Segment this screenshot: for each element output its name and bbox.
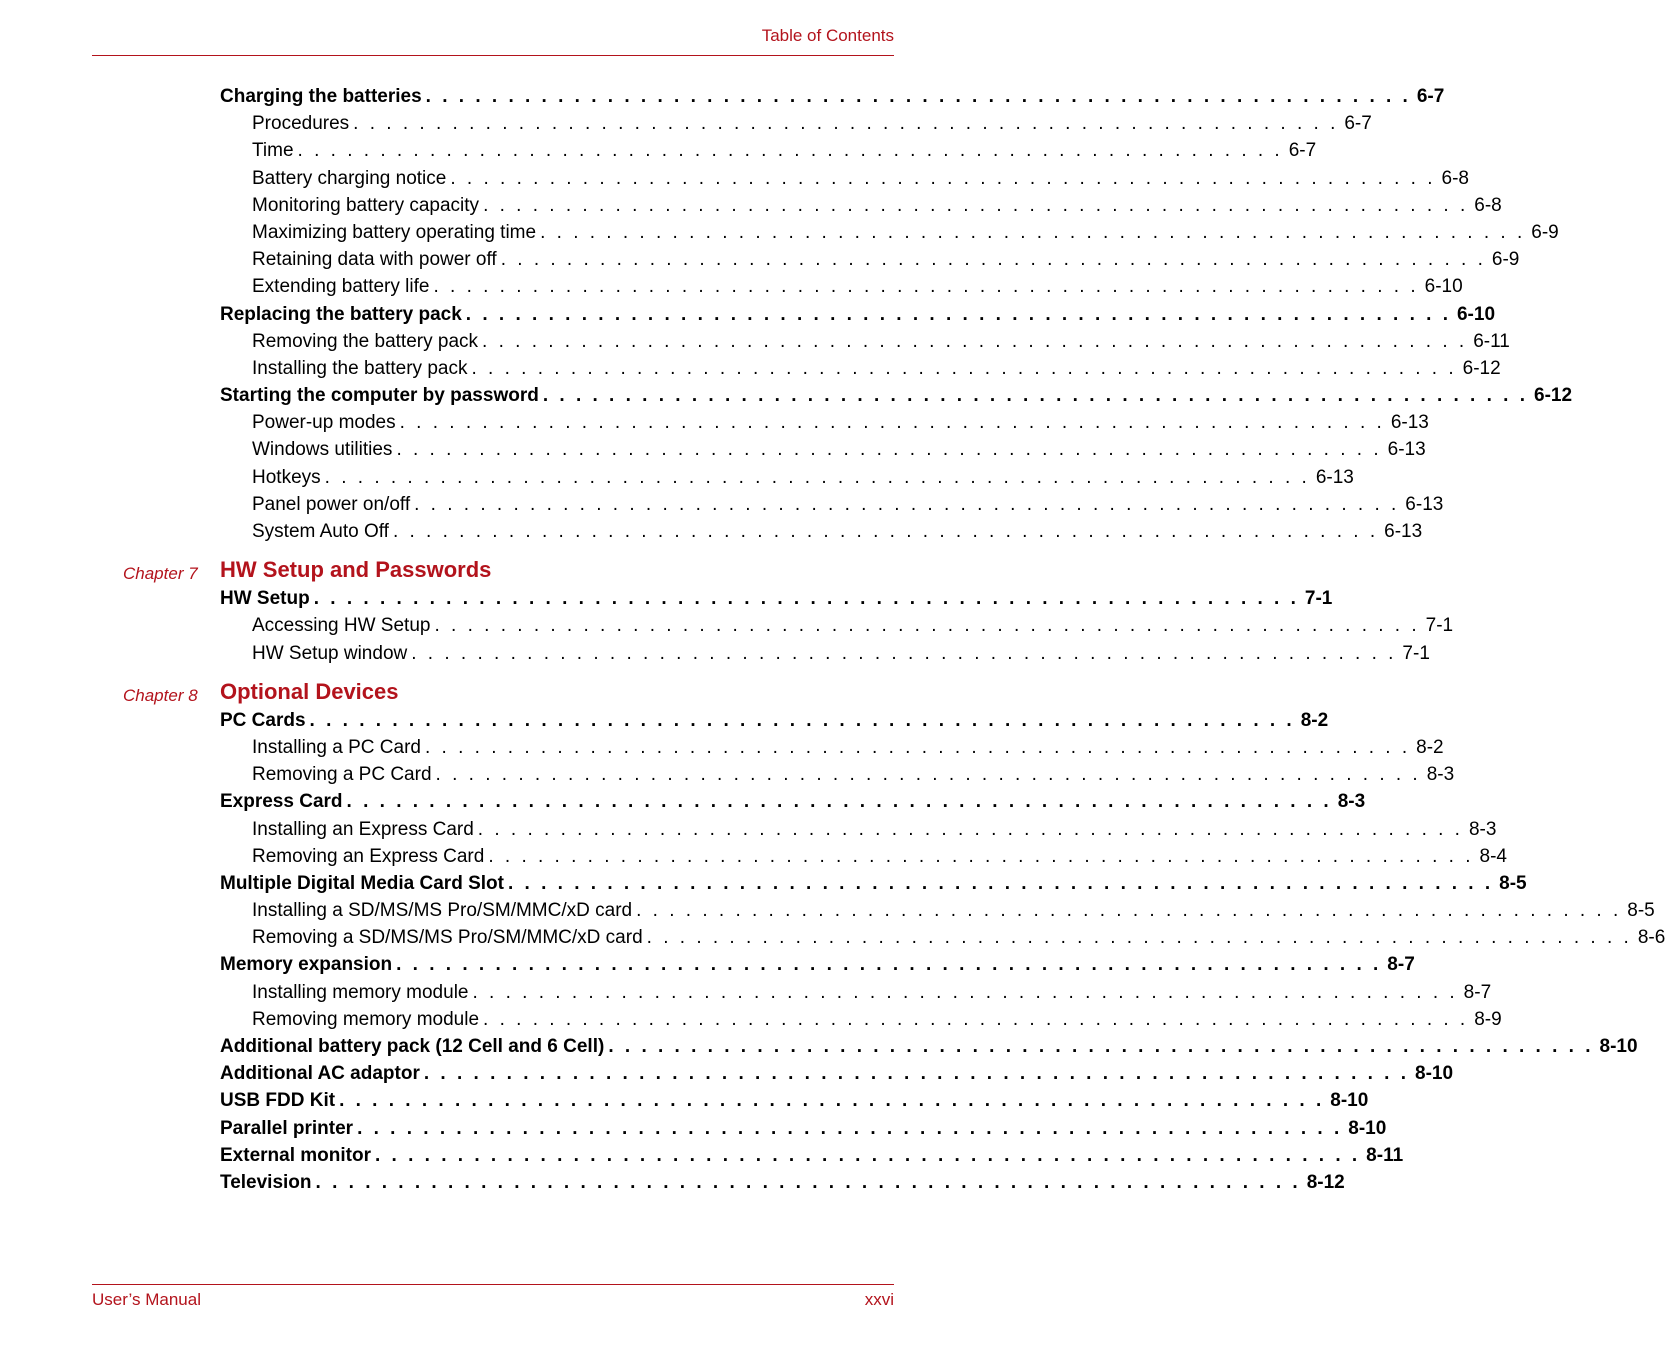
toc-entry-page: 6-13: [1405, 493, 1444, 515]
toc-subsection-entry[interactable]: [220, 355, 1501, 382]
dot-leader: . . . . . . . . . . . . . . . . . . . . . . . . . . . . . . . . . . . . . . . . . . . . . . . . . . . . . . . . . . . .: [315, 1171, 1301, 1193]
toc-section-entry[interactable]: [220, 301, 1496, 328]
toc-subsection-entry[interactable]: [220, 165, 1469, 192]
toc-section-entry[interactable]: [220, 1115, 1387, 1142]
toc-entry-title: Charging the batteries: [220, 86, 422, 107]
dot-leader: . . . . . . . . . . . . . . . . . . . . . . . . . . . . . . . . . . . . . . . . . . . . . . . . . . . . . . . . . . . .: [483, 1008, 1469, 1030]
chapter-title[interactable]: HW Setup and Passwords: [220, 557, 492, 583]
toc-entry-page: 8-10: [1415, 1063, 1454, 1085]
toc-entry-page: 8-3: [1468, 818, 1497, 840]
toc-entry-page: 6-8: [1474, 194, 1502, 216]
toc-subsection-entry[interactable]: [220, 273, 1463, 300]
toc-entry-title: Memory expansion: [220, 954, 393, 976]
toc-subsection-entry[interactable]: [220, 464, 1354, 491]
toc-entry-page: 8-3: [1426, 764, 1455, 786]
dot-leader: . . . . . . . . . . . . . . . . . . . . . . . . . . . . . . . . . . . . . . . . . . . . . . . . . . . . . . . . . . . .: [483, 194, 1469, 216]
toc-section-entry[interactable]: [220, 951, 1415, 978]
dot-leader: . . . . . . . . . . . . . . . . . . . . . . . . . . . . . . . . . . . . . . . . . . . . . . . . . . . . . . . . . . . .: [396, 954, 1382, 976]
dot-leader: . . . . . . . . . . . . . . . . . . . . . . . . . . . . . . . . . . . . . . . . . . . . . . . . . . . . . . . . . . . .: [608, 1036, 1594, 1057]
toc-section-entry[interactable]: [220, 382, 1573, 409]
dot-leader: . . . . . . . . . . . . . . . . . . . . . . . . . . . . . . . . . . . . . . . . . . . . . . . . . . . . . . . . . . . .: [324, 466, 1310, 488]
dot-leader: . . . . . . . . . . . . . . . . . . . . . . . . . . . . . . . . . . . . . . . . . . . . . . . . . . . . . . . . . . . .: [346, 791, 1332, 813]
toc-entry-title: Removing memory module: [252, 1008, 480, 1030]
dot-leader: . . . . . . . . . . . . . . . . . . . . . . . . . . . . . . . . . . . . . . . . . . . . . . . . . . . . . . . . . . . .: [507, 872, 1494, 894]
toc-entry-title: Accessing HW Setup: [252, 615, 431, 637]
toc-entry-page: 8-10: [1599, 1036, 1638, 1057]
toc-entry-title: Maximizing battery operating time: [252, 221, 537, 243]
dot-leader: . . . . . . . . . . . . . . . . . . . . . . . . . . . . . . . . . . . . . . . . . . . . . . . . . . . . . . . . . . . .: [542, 385, 1529, 407]
footer-rule: [92, 1284, 894, 1285]
toc-entry-title: Battery charging notice: [252, 167, 447, 189]
toc-entry-title: External monitor: [220, 1144, 371, 1166]
toc-section-entry[interactable]: [220, 870, 1527, 897]
dot-leader: . . . . . . . . . . . . . . . . . . . . . . . . . . . . . . . . . . . . . . . . . . . . . . . . . . . . . . . . . . . .: [374, 1144, 1361, 1166]
dot-leader: . . . . . . . . . . . . . . . . . . . . . . . . . . . . . . . . . . . . . . . . . . . . . . . . . . . . . . . . . . . .: [465, 303, 1451, 325]
toc-entry-title: Parallel printer: [220, 1117, 354, 1139]
toc-section-entry[interactable]: [220, 1169, 1345, 1196]
toc-entry-title: Television: [220, 1171, 312, 1193]
toc-subsection-entry[interactable]: [220, 436, 1426, 463]
toc-entry-page: 8-3: [1337, 791, 1366, 813]
toc-entry-page: 8-5: [1499, 872, 1527, 894]
toc-section-entry[interactable]: [220, 1060, 1454, 1087]
dot-leader: . . . . . . . . . . . . . . . . . . . . . . . . . . . . . . . . . . . . . . . . . . . . . . . . . . . . . . . . . . . .: [396, 439, 1382, 461]
toc-entry-title: Power-up modes: [252, 412, 396, 434]
toc-subsection-entry[interactable]: [220, 491, 1444, 518]
dot-leader: . . . . . . . . . . . . . . . . . . . . . . . . . . . . . . . . . . . . . . . . . . . . . . . . . . . . . . . . . . . .: [471, 357, 1457, 379]
toc-entry-title: HW Setup: [220, 588, 310, 610]
toc-entry-page: 8-2: [1300, 709, 1329, 731]
toc-section-entry[interactable]: [220, 788, 1366, 815]
toc-subsection-entry[interactable]: [220, 734, 1444, 761]
dot-leader: . . . . . . . . . . . . . . . . . . . . . . . . . . . . . . . . . . . . . . . . . . . . . . . . . . . . . . . . . . . .: [313, 588, 1299, 610]
toc-subsection-entry[interactable]: [220, 110, 1372, 137]
toc-entry-page: 8-6: [1637, 927, 1665, 949]
toc-entry-page: 6-7: [1344, 113, 1372, 135]
toc-entry-title: Removing the battery pack: [252, 330, 479, 352]
chapter-heading: [123, 678, 895, 707]
toc-subsection-entry[interactable]: [220, 137, 1317, 164]
toc-subsection-entry[interactable]: [220, 816, 1497, 843]
toc-entry-title: USB FDD Kit: [220, 1090, 336, 1112]
toc-subsection-entry[interactable]: [220, 192, 1502, 219]
dot-leader: . . . . . . . . . . . . . . . . . . . . . . . . . . . . . . . . . . . . . . . . . . . . . . . . . . . . . . . . . . . .: [392, 521, 1379, 542]
toc-subsection-entry[interactable]: [220, 1006, 1502, 1033]
toc-subsection-entry[interactable]: [220, 219, 1559, 246]
toc-entry-page: 6-7: [1416, 86, 1445, 107]
dot-leader: . . . . . . . . . . . . . . . . . . . . . . . . . . . . . . . . . . . . . . . . . . . . . . . . . . . . . . . . . . . .: [433, 276, 1419, 298]
toc-section-entry[interactable]: [220, 1087, 1369, 1114]
toc-section-entry[interactable]: [220, 1142, 1404, 1169]
toc-subsection-entry[interactable]: [220, 518, 1423, 545]
toc-subsection-entry[interactable]: [220, 979, 1492, 1006]
toc-entry-page: 8-11: [1366, 1144, 1404, 1166]
toc-entry-page: 6-8: [1441, 167, 1469, 189]
dot-leader: . . . . . . . . . . . . . . . . . . . . . . . . . . . . . . . . . . . . . . . . . . . . . . . . . . . . . . . . . . . .: [297, 140, 1283, 162]
toc-entry-page: 8-7: [1463, 981, 1492, 1003]
toc-subsection-entry[interactable]: [220, 612, 1454, 639]
toc-entry-page: 6-11: [1473, 330, 1510, 352]
toc-entry-title: Multiple Digital Media Card Slot: [220, 872, 504, 894]
toc-entry-title: Removing a PC Card: [252, 764, 432, 786]
footer-manual-title: User’s Manual: [92, 1290, 201, 1309]
dot-leader: . . . . . . . . . . . . . . . . . . . . . . . . . . . . . . . . . . . . . . . . . . . . . . . . . . . . . . . . . . . .: [434, 615, 1420, 637]
dot-leader: . . . . . . . . . . . . . . . . . . . . . . . . . . . . . . . . . . . . . . . . . . . . . . . . . . . . . . . . . . . .: [540, 221, 1526, 243]
toc-entry-page: 8-2: [1416, 736, 1444, 758]
toc-entry-page: 7-1: [1425, 615, 1454, 637]
toc-entry-title: Monitoring battery capacity: [252, 194, 480, 216]
toc-entry-title: Windows utilities: [252, 439, 393, 461]
toc-section-entry[interactable]: [220, 585, 1333, 612]
toc-entry-page: 6-13: [1384, 521, 1423, 542]
toc-entry-page: 6-10: [1424, 276, 1463, 298]
dot-leader: . . . . . . . . . . . . . . . . . . . . . . . . . . . . . . . . . . . . . . . . . . . . . . . . . . . . . . . . . . . .: [399, 412, 1385, 434]
toc-entry-title: Installing a SD/MS/MS Pro/SM/MMC/xD card: [252, 900, 633, 922]
toc-entry-title: Installing a PC Card: [252, 736, 421, 758]
toc-subsection-entry[interactable]: [220, 246, 1520, 273]
toc-entry-page: 6-13: [1315, 466, 1354, 488]
toc-subsection-entry[interactable]: [220, 761, 1455, 788]
toc-entry-page: 6-13: [1387, 439, 1426, 461]
dot-leader: . . . . . . . . . . . . . . . . . . . . . . . . . . . . . . . . . . . . . . . . . . . . . . . . . . . . . . . . . . . .: [646, 927, 1632, 949]
toc-entry-title: Starting the computer by password: [220, 385, 539, 407]
toc-subsection-entry[interactable]: [220, 843, 1507, 870]
chapter-label: Chapter 8: [123, 685, 198, 705]
dot-leader: . . . . . . . . . . . . . . . . . . . . . . . . . . . . . . . . . . . . . . . . . . . . . . . . . . . . . . . . . . . .: [353, 113, 1339, 135]
toc-entry-page: 6-12: [1534, 385, 1573, 407]
chapter-title[interactable]: Optional Devices: [220, 678, 399, 704]
toc-entry-page: 7-1: [1402, 642, 1430, 664]
toc-section-entry[interactable]: [220, 1033, 1638, 1060]
toc-entry-title: Retaining data with power off: [252, 249, 497, 271]
dot-leader: . . . . . . . . . . . . . . . . . . . . . . . . . . . . . . . . . . . . . . . . . . . . . . . . . . . . . . . . . . . .: [482, 330, 1468, 352]
header-rule: [92, 55, 894, 56]
footer-page-number: xxvi: [864, 1290, 894, 1309]
toc-entry-title: Removing a SD/MS/MS Pro/SM/MMC/xD card: [252, 927, 643, 949]
dot-leader: . . . . . . . . . . . . . . . . . . . . . . . . . . . . . . . . . . . . . . . . . . . . . . . . . . . . . . . . . . . .: [423, 1063, 1410, 1085]
toc-entry-title: Replacing the battery pack: [220, 303, 462, 325]
chapter-label: Chapter 7: [123, 564, 198, 584]
toc-entry-page: 6-9: [1531, 221, 1559, 243]
dot-leader: . . . . . . . . . . . . . . . . . . . . . . . . . . . . . . . . . . . . . . . . . . . . . . . . . . . . . . . . . . . .: [425, 86, 1411, 107]
toc-entry-title: Hotkeys: [252, 466, 321, 488]
toc-entry-page: 6-13: [1390, 412, 1429, 434]
toc-subsection-entry[interactable]: [220, 640, 1430, 667]
toc-entry-page: 6-7: [1288, 140, 1317, 162]
dot-leader: . . . . . . . . . . . . . . . . . . . . . . . . . . . . . . . . . . . . . . . . . . . . . . . . . . . . . . . . . . . .: [477, 818, 1463, 840]
toc-entry-title: Installing an Express Card: [252, 818, 474, 840]
toc-entry-page: 8-12: [1306, 1171, 1345, 1193]
toc-entry-page: 8-7: [1387, 954, 1415, 976]
dot-leader: . . . . . . . . . . . . . . . . . . . . . . . . . . . . . . . . . . . . . . . . . . . . . . . . . . . . . . . . . . . .: [414, 493, 1400, 515]
toc-entry-title: Additional battery pack (12 Cell and 6 Cell): [220, 1036, 605, 1057]
dot-leader: . . . . . . . . . . . . . . . . . . . . . . . . . . . . . . . . . . . . . . . . . . . . . . . . . . . . . . . . . . . .: [450, 167, 1436, 189]
toc-section-entry[interactable]: [220, 707, 1329, 734]
toc-entry-title: HW Setup window: [252, 642, 408, 664]
toc-entry-page: 8-5: [1627, 900, 1655, 922]
toc-entry-page: 8-10: [1330, 1090, 1369, 1112]
toc-entry-page: 6-9: [1491, 249, 1520, 271]
dot-leader: . . . . . . . . . . . . . . . . . . . . . . . . . . . . . . . . . . . . . . . . . . . . . . . . . . . . . . . . . . . .: [309, 709, 1295, 731]
toc-entry-title: System Auto Off: [252, 521, 389, 542]
dot-leader: . . . . . . . . . . . . . . . . . . . . . . . . . . . . . . . . . . . . . . . . . . . . . . . . . . . . . . . . . . . .: [472, 981, 1458, 1003]
dot-leader: . . . . . . . . . . . . . . . . . . . . . . . . . . . . . . . . . . . . . . . . . . . . . . . . . . . . . . . . . . . .: [500, 249, 1486, 271]
table-of-contents: [123, 83, 1665, 1196]
toc-entry-title: Removing an Express Card: [252, 845, 485, 867]
toc-entry-page: 7-1: [1304, 588, 1333, 610]
page-header-title: Table of Contents: [761, 26, 894, 45]
dot-leader: . . . . . . . . . . . . . . . . . . . . . . . . . . . . . . . . . . . . . . . . . . . . . . . . . . . . . . . . . . . .: [339, 1090, 1325, 1112]
toc-entry-title: Installing the battery pack: [252, 357, 468, 379]
toc-entry-title: Express Card: [220, 791, 343, 813]
toc-subsection-entry[interactable]: [220, 409, 1429, 436]
toc-entry-page: 8-9: [1474, 1008, 1502, 1030]
toc-section-entry[interactable]: [220, 83, 1445, 110]
toc-entry-title: Extending battery life: [252, 276, 430, 298]
toc-entry-title: Procedures: [252, 113, 350, 135]
dot-leader: . . . . . . . . . . . . . . . . . . . . . . . . . . . . . . . . . . . . . . . . . . . . . . . . . . . . . . . . . . . .: [424, 736, 1411, 758]
dot-leader: . . . . . . . . . . . . . . . . . . . . . . . . . . . . . . . . . . . . . . . . . . . . . . . . . . . . . . . . . . . .: [435, 764, 1421, 786]
toc-entry-title: Panel power on/off: [252, 493, 411, 515]
toc-entry-title: PC Cards: [220, 709, 306, 731]
toc-subsection-entry[interactable]: [220, 924, 1665, 951]
dot-leader: . . . . . . . . . . . . . . . . . . . . . . . . . . . . . . . . . . . . . . . . . . . . . . . . . . . . . . . . . . . .: [411, 642, 1397, 664]
toc-entry-title: Time: [252, 140, 294, 162]
toc-entry-page: 8-4: [1479, 845, 1507, 867]
toc-subsection-entry[interactable]: [220, 328, 1510, 355]
dot-leader: . . . . . . . . . . . . . . . . . . . . . . . . . . . . . . . . . . . . . . . . . . . . . . . . . . . . . . . . . . . .: [357, 1117, 1343, 1139]
toc-entry-page: 6-12: [1462, 357, 1501, 379]
toc-entry-title: Additional AC adaptor: [220, 1063, 420, 1085]
toc-subsection-entry[interactable]: [220, 897, 1655, 924]
chapter-heading: [123, 557, 895, 585]
toc-entry-page: 6-10: [1456, 303, 1496, 325]
dot-leader: . . . . . . . . . . . . . . . . . . . . . . . . . . . . . . . . . . . . . . . . . . . . . . . . . . . . . . . . . . . .: [488, 845, 1474, 867]
toc-entry-page: 8-10: [1348, 1117, 1387, 1139]
dot-leader: . . . . . . . . . . . . . . . . . . . . . . . . . . . . . . . . . . . . . . . . . . . . . . . . . . . . . . . . . . . .: [636, 900, 1622, 922]
toc-entry-title: Installing memory module: [252, 981, 469, 1003]
